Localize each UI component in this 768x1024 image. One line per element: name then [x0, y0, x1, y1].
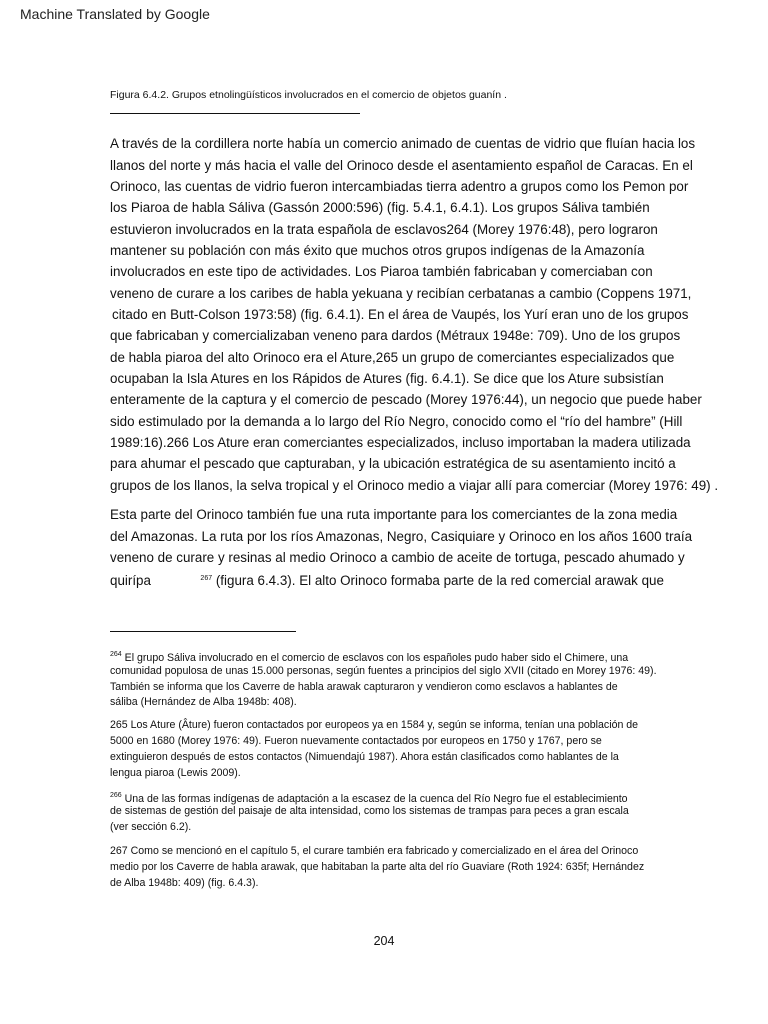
- footnote-line: sáliba (Hernández de Alba 1948b: 408).: [110, 696, 297, 708]
- footnote-line: También se informa que los Caverre de habla arawak capturaron y vendieron como esclavos a hablantes de: [110, 681, 618, 693]
- footnote-line: 5000 en 1680 (Morey 1976: 49). Fueron nuevamente contactados por europeos en 1750 y 1767, pero se: [110, 735, 602, 747]
- text-line: ocupaban la Isla Atures en los Rápidos de Atures (fig. 6.4.1). Se dice que los Ature subsistían: [110, 371, 664, 386]
- footnote-line: de Alba 1948b: 409) (fig. 6.4.3).: [110, 877, 259, 889]
- text-line: veneno de curare a los caribes de habla yekuana y recibían cerbatanas a cambio (Coppens 1971,: [110, 286, 692, 301]
- footnote-line: [110, 648, 628, 665]
- footnote-text: Una de las formas indígenas de adaptación a la escasez de la cuenca del Río Negro fue el establecimiento: [124, 793, 628, 805]
- text-line: sido estimulado por la demanda a lo largo del Río Negro, conocido como el “río del hambre” (Hill: [110, 414, 683, 429]
- text-line: A través de la cordillera norte había un comercio animado de cuentas de vidrio que fluían hacia los: [110, 136, 696, 151]
- text-line: Orinoco, las cuentas de vidrio fueron intercambiadas tierra adentro a grupos como los Pemon por: [110, 179, 689, 194]
- text-line: para ahumar el pescado que capturaban, y la ubicación estratégica de su asentamiento incitó a: [110, 456, 676, 471]
- footnote-ref-267: 267: [200, 575, 213, 582]
- text-line: grupos de los llanos, la selva tropical y el Orinoco medio a viajar allí para comerciar (Morey 1976: 49) .: [110, 478, 719, 493]
- text-line: [110, 571, 664, 589]
- footnote-line: 267 Como se mencionó en el capítulo 5, el curare también era fabricado y comercializado en el área del Orinoco: [110, 845, 639, 857]
- text-line: llanos del norte y más hacia el valle del Orinoco desde el asentamiento español de Caracas. En el: [110, 158, 693, 173]
- footnote-line: [110, 789, 628, 806]
- footnote-line: medio por los Caverre de habla arawak, que habitaban la parte alta del río Guaviare (Roth 1924: 635f; Hernández: [110, 861, 645, 873]
- footnote-marker: 264: [110, 651, 122, 658]
- footnote-line: extinguieron después de estos contactos (Nimuendajú 1987). Ahora están clasificados como hablantes de la: [110, 751, 619, 763]
- text-line: estuvieron involucrados en la trata española de esclavos264 (Morey 1976:48), pero lograron: [110, 222, 658, 237]
- text-line: de habla piaroa del alto Orinoco era el Ature,265 un grupo de comerciantes especializados que: [110, 350, 675, 365]
- text-line: 1989:16).266 Los Ature eran comerciantes especializados, incluso importaban la madera utilizada: [110, 435, 691, 450]
- text-line: involucrados en este tipo de actividades. Los Piaroa también fabricaban y comerciaban con: [110, 264, 653, 279]
- footnote-separator: [110, 631, 296, 632]
- text-line: veneno de curare y resinas al medio Orinoco a cambio de aceite de tortuga, pescado ahumado y: [110, 550, 685, 565]
- caption-underline: [110, 113, 360, 114]
- page-number: 204: [373, 934, 395, 948]
- word-quiripa: quirípa: [110, 573, 151, 588]
- text-line: que fabricaban y comercializaban veneno para dardos (Métraux 1948e: 709). Uno de los grupos: [110, 328, 681, 343]
- text-line: enteramente de la captura y el comercio de pescado (Morey 1976:44), un negocio que puede haber: [110, 392, 702, 407]
- text-segment: (figura 6.4.3). El alto Orinoco formaba parte de la red comercial arawak que: [215, 573, 664, 588]
- footnote-line: 265 Los Ature (Âture) fueron contactados por europeos ya en 1584 y, según se informa, tenían una población de: [110, 719, 639, 731]
- footnote-line: (ver sección 6.2).: [110, 821, 192, 833]
- text-line: mantener su población con más éxito que muchos otros grupos indígenas de la Amazonía: [110, 243, 645, 258]
- text-line: los Piaroa de habla Sáliva (Gassón 2000:596) (fig. 5.4.1, 6.4.1). Los grupos Sáliva también: [110, 200, 650, 215]
- footnote-marker: 266: [110, 792, 122, 799]
- figure-caption: Figura 6.4.2. Grupos etnolingüísticos involucrados en el comercio de objetos guanín .: [110, 89, 507, 101]
- footnote-line: de sistemas de gestión del paisaje de alta intensidad, como los sistemas de trampas para peces a gran escala: [110, 805, 629, 817]
- footnote-text: El grupo Sáliva involucrado en el comercio de esclavos con los españoles pudo haber sido el Chimere, una: [124, 652, 629, 664]
- text-line: citado en Butt-Colson 1973:58) (fig. 6.4.1). En el área de Vaupés, los Yurí eran uno de los grupos: [112, 307, 689, 322]
- text-line: del Amazonas. La ruta por los ríos Amazonas, Negro, Casiquiare y Orinoco en los años 1600 traía: [110, 529, 693, 544]
- text-line: Esta parte del Orinoco también fue una ruta importante para los comerciantes de la zona media: [110, 507, 678, 522]
- footnote-line: lengua piaroa (Lewis 2009).: [110, 767, 241, 779]
- machine-translated-header: Machine Translated by Google: [20, 6, 210, 22]
- footnote-line: comunidad populosa de unas 15.000 personas, según fuentes a principios del siglo XVII (citado en Morey 1976: 49).: [110, 665, 657, 677]
